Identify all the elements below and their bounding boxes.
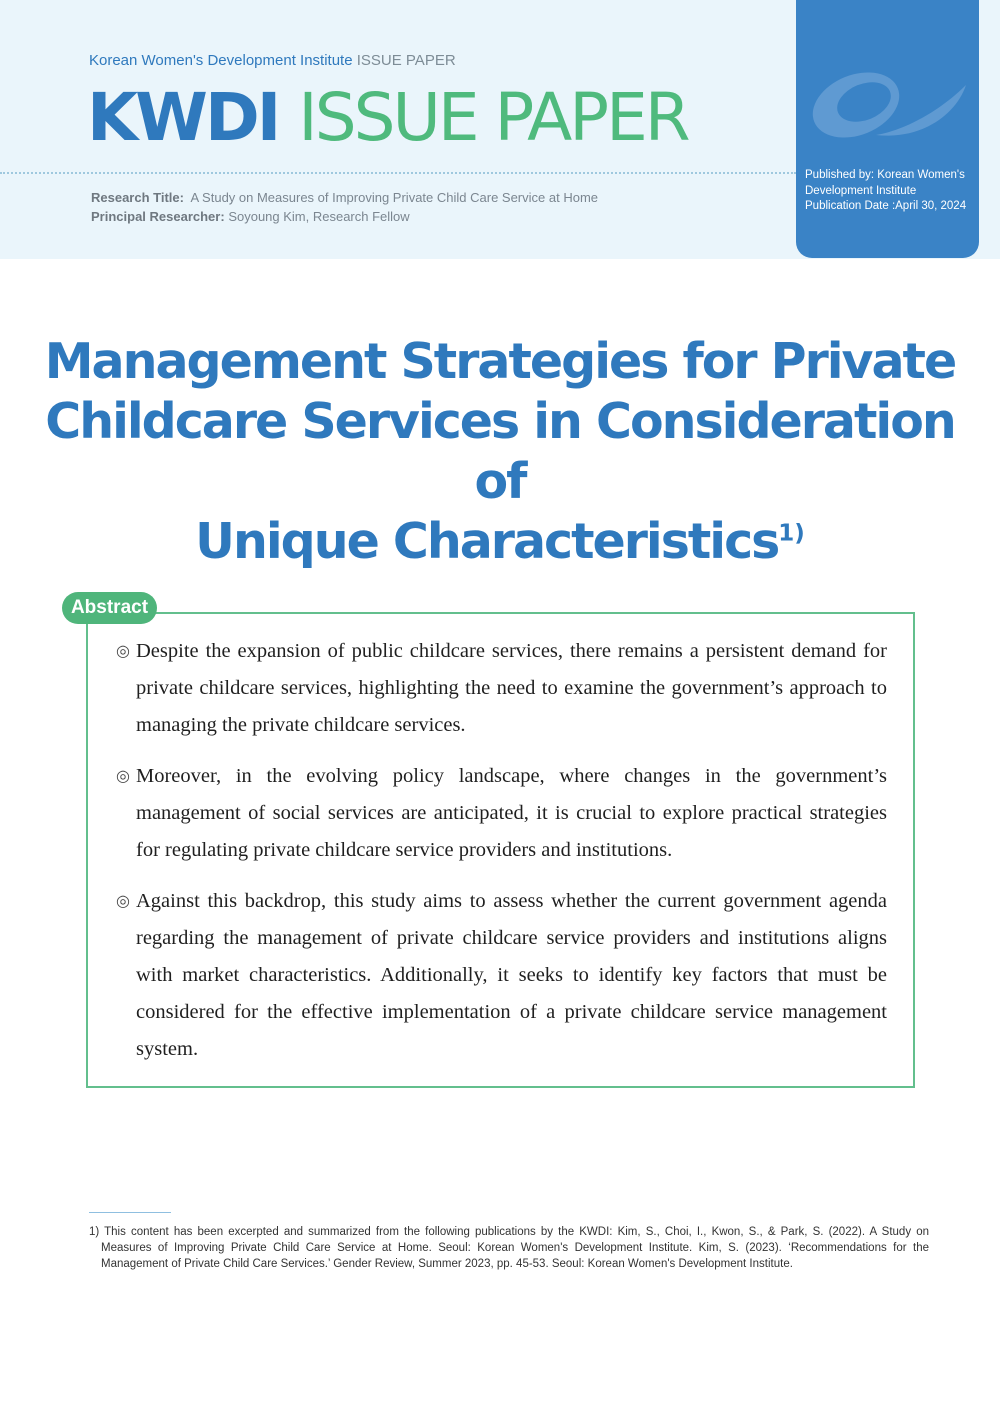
paper-type: ISSUE PAPER — [298, 79, 688, 156]
series-suffix: ISSUE PAPER — [356, 52, 456, 69]
publication-box — [796, 0, 979, 258]
bullet-icon: ◎ — [116, 768, 130, 785]
published-by: Published by: Korean Women's Development Institute — [805, 169, 965, 197]
dotted-divider — [0, 172, 796, 174]
footnote: 1) This content has been excerpted and summarized from the following publications by the KWDI: Kim, S., Choi, I., Kwon, S., & Park, S. (2022). A Study on Measures of Improving Private Child Care Service at Home. Seoul: Korean Women's Development Institute. Kim, S. (2023). ‘Recommendations for the Management of Private Child Care Services.’ Gender Review, Summer 2023, pp. 45-53. Seoul: Korean Women's Development Institute. — [89, 1226, 929, 1270]
footnote-rule — [89, 1212, 171, 1213]
title-line-3: Unique Characteristics — [195, 513, 779, 570]
abstract-text: Despite the expansion of public childcare services, there remains a persistent demand for private childcare services, highlighting the need to examine the government’s approach to managing the private childcare services. — [136, 640, 887, 736]
abstract-text: Against this backdrop, this study aims to assess whether the current government agenda regarding the management of private childcare service providers and institutions aligns with market characteristics. Additionally, it seeks to identify key factors that must be considered for the effective implementation of a private childcare service management system. — [136, 890, 887, 1060]
title-line-1: Management Strategies for Private — [44, 333, 956, 390]
abstract-text: Moreover, in the evolving policy landscape, where changes in the government’s management of social services are anticipated, it is crucial to explore practical strategies for regulating private childcare service providers and institutions. — [136, 765, 887, 861]
research-info — [91, 188, 598, 226]
kwdi-logo-icon — [806, 60, 971, 150]
researcher-name: Soyoung Kim, Research Fellow — [228, 209, 410, 224]
publication-date: Publication Date :April 30, 2024 — [805, 200, 967, 212]
page-title — [40, 332, 960, 572]
research-title-label: Research Title: — [91, 190, 184, 205]
brand-name: KWDI — [87, 79, 279, 156]
abstract-label: Abstract — [62, 592, 157, 624]
bullet-icon: ◎ — [116, 643, 130, 660]
researcher-label: Principal Researcher: — [91, 209, 225, 224]
institute-line — [89, 52, 456, 69]
title-footnote-mark[interactable]: 1) — [778, 520, 805, 547]
abstract-item — [116, 883, 887, 1068]
abstract-list — [116, 633, 887, 1082]
abstract-item — [116, 758, 887, 869]
publication-info — [805, 168, 979, 215]
research-title: A Study on Measures of Improving Private Child Care Service at Home — [190, 190, 598, 205]
series-title — [87, 78, 688, 158]
institute-name: Korean Women's Development Institute — [89, 52, 353, 69]
abstract-item — [116, 633, 887, 744]
bullet-icon: ◎ — [116, 893, 130, 910]
title-line-2: Childcare Services in Consideration of — [45, 393, 955, 510]
